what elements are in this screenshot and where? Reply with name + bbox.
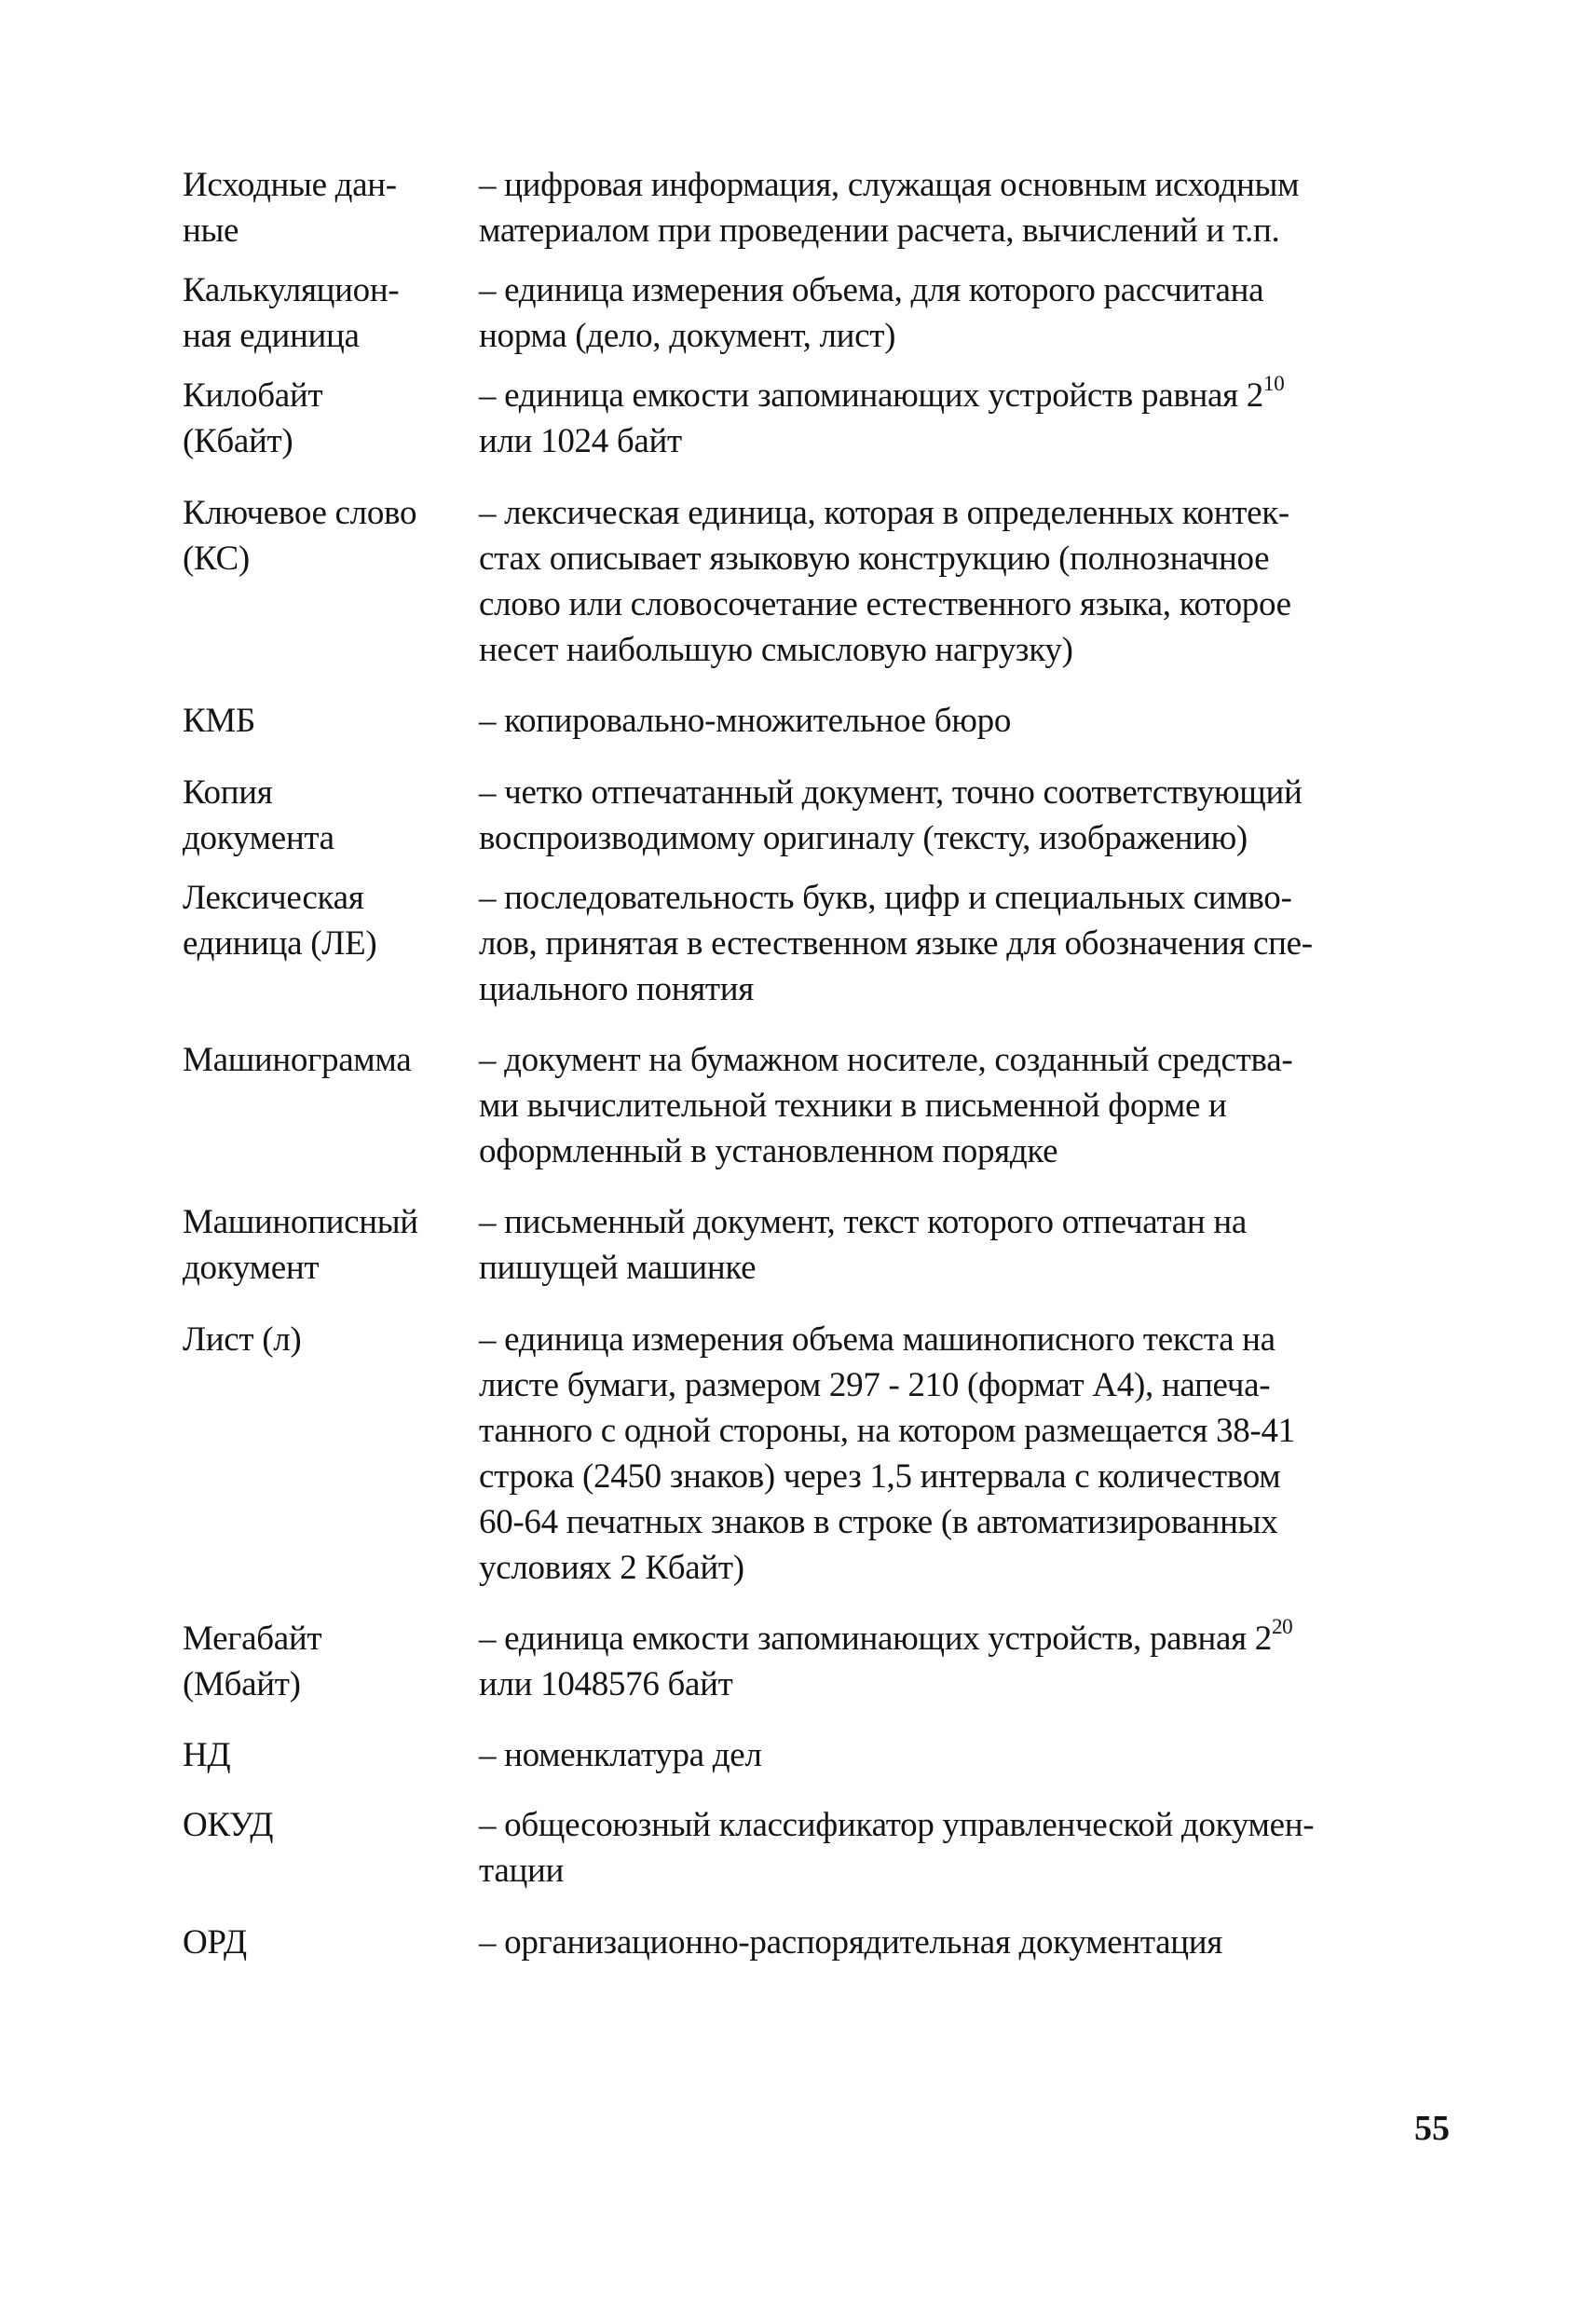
- glossary-definition: [479, 373, 1448, 464]
- glossary-definition: – четко отпечатанный документ, точно соответствующий воспроизводимому оригиналу (тексту, изображению): [479, 773, 1303, 857]
- glossary-definition: – единица измерения объема машинописного текста на листе бумаги, размером 297 - 210 (формат А4), напеча- танного с одной стороны, на котором размещается 38-41 строка (2450 знаков) через 1,5 интервала с количеством 60-64 печатных знаков в строке (в автоматизированных условиях 2 Кбайт): [479, 1320, 1295, 1587]
- glossary-definition: – организационно-распорядительная документация: [479, 1923, 1223, 1962]
- glossary-definition: – цифровая информация, служащая основным исходным материалом при проведении расчета, вычислений и т.п.: [479, 166, 1300, 250]
- glossary-term: Килобайт (Кбайт): [183, 376, 323, 460]
- glossary-term: Калькуляцион- ная единица: [183, 271, 400, 355]
- glossary-term: ОРД: [183, 1923, 247, 1962]
- glossary-entry: [183, 770, 1450, 861]
- definition-text-tail: или 1024 байт: [479, 422, 682, 460]
- glossary-entry: [183, 875, 1450, 1012]
- glossary-definition: – общесоюзный классификатор управленческой докумен- тации: [479, 1806, 1315, 1890]
- glossary-term: Ключевое слово (КС): [183, 494, 417, 578]
- glossary-term: Мегабайт (Мбайт): [183, 1620, 322, 1703]
- page-number: 55: [1414, 2109, 1450, 2148]
- glossary-term: НД: [183, 1736, 231, 1774]
- glossary-list: [183, 162, 1450, 1965]
- superscript-exponent: 20: [1271, 1614, 1293, 1638]
- glossary-definition: – номенклатура дел: [479, 1736, 762, 1774]
- glossary-definition: – последовательность букв, цифр и специальных симво- лов, принятая в естественном языке для обозначения спе- циального понятия: [479, 879, 1313, 1008]
- definition-text-tail: или 1048576 байт: [479, 1665, 733, 1703]
- glossary-term: Исходные дан- ные: [183, 166, 397, 250]
- glossary-entry: [183, 1802, 1450, 1894]
- glossary-entry: [183, 1920, 1450, 1965]
- superscript-exponent: 10: [1263, 371, 1285, 395]
- glossary-entry: [183, 1317, 1450, 1591]
- glossary-entry: [183, 698, 1450, 744]
- glossary-entry: [183, 162, 1450, 253]
- glossary-definition: – документ на бумажном носителе, созданный средства- ми вычислительной техники в письменной форме и оформленный в установленном порядке: [479, 1041, 1293, 1170]
- glossary-term: Машинописный документ: [183, 1203, 418, 1287]
- definition-text: – единица емкости запоминающих устройств равная 2: [479, 376, 1263, 415]
- glossary-entry: [183, 1732, 1450, 1778]
- glossary-entry: [183, 1616, 1450, 1707]
- glossary-term: Копия документа: [183, 773, 334, 857]
- glossary-definition: – копировально-множительное бюро: [479, 702, 1012, 740]
- glossary-entry: [183, 490, 1450, 673]
- glossary-entry: [183, 373, 1450, 464]
- definition-text: – единица емкости запоминающих устройств, равная 2: [479, 1620, 1272, 1658]
- glossary-definition: [479, 1616, 1448, 1707]
- glossary-term: Лексическая единица (ЛЕ): [183, 879, 377, 963]
- glossary-definition: – лексическая единица, которая в определенных контек- стах описывает языковую конструкцию (полнозначное слово или словосочетание естественного языка, которое несет наибольшую смысловую нагрузку): [479, 494, 1291, 669]
- glossary-term: Лист (л): [183, 1320, 302, 1359]
- glossary-definition: – письменный документ, текст которого отпечатан на пишущей машинке: [479, 1203, 1247, 1287]
- glossary-entry: [183, 1037, 1450, 1174]
- glossary-term: ОКУД: [183, 1806, 274, 1844]
- glossary-term: КМБ: [183, 702, 255, 740]
- glossary-entry: [183, 267, 1450, 359]
- glossary-entry: [183, 1199, 1450, 1291]
- glossary-definition: – единица измерения объема, для которого рассчитана норма (дело, документ, лист): [479, 271, 1264, 355]
- glossary-term: Машинограмма: [183, 1041, 412, 1079]
